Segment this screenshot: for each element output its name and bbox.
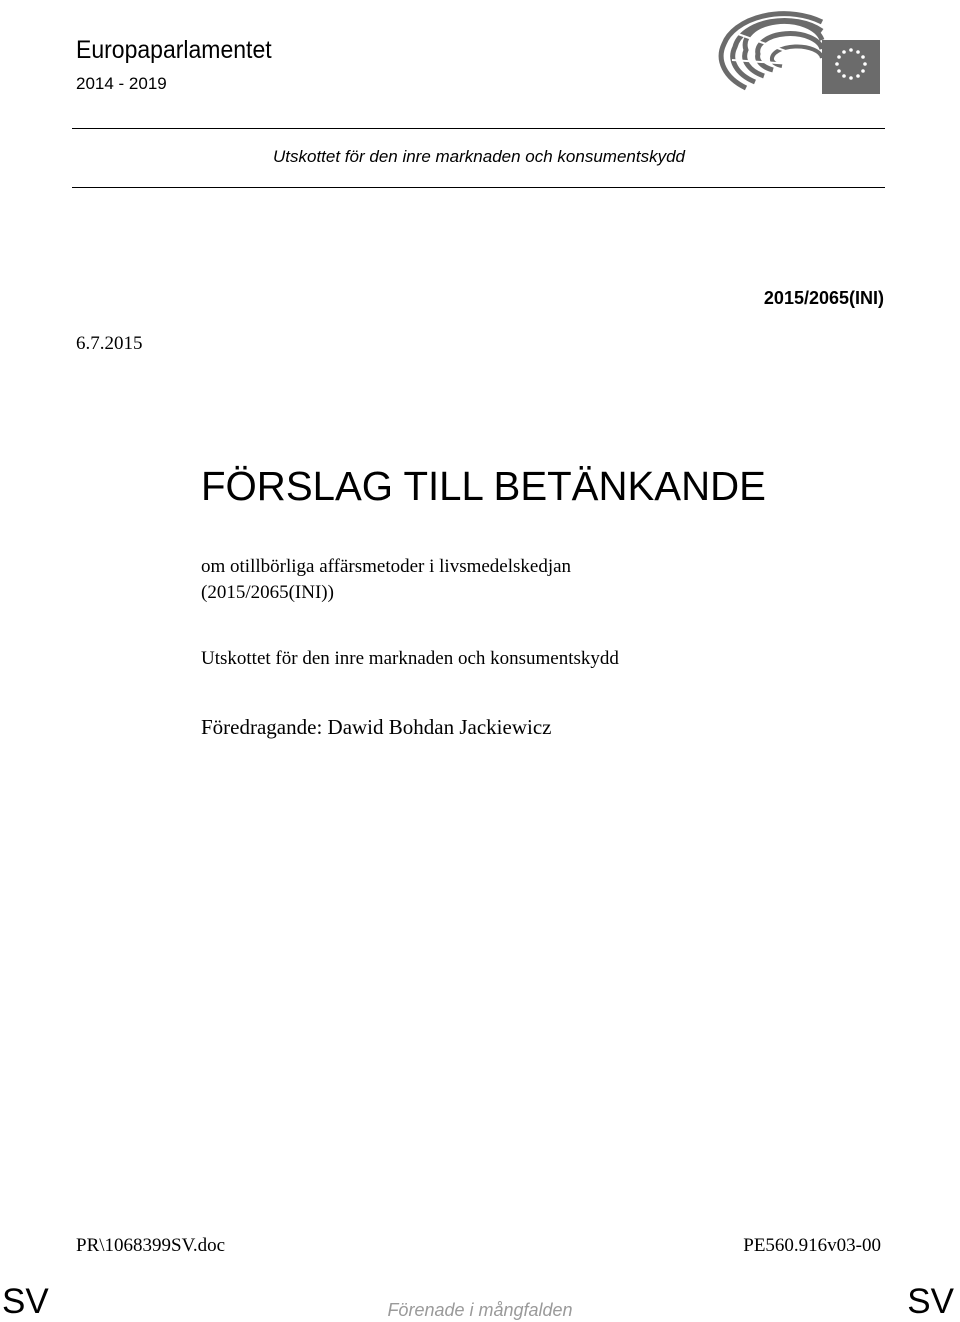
pe-number: PE560.916v03-00 [743, 1235, 881, 1256]
responsible-committee: Utskottet för den inre marknaden och konsumentskydd [201, 648, 619, 669]
header-rule-bottom [72, 187, 885, 188]
institution-name: Europaparlamentet [76, 36, 272, 64]
eu-motto: Förenade i mångfalden [387, 1300, 573, 1320]
committee-header [0, 145, 960, 169]
header-rule-top [72, 128, 885, 129]
procedure-reference: 2015/2065(INI) [763, 288, 884, 308]
european-parliament-logo [718, 4, 884, 96]
language-code-left: SV [2, 1282, 49, 1321]
language-code-right: SV [907, 1282, 954, 1321]
document-subject: om otillbörliga affärsmetoder i livsmedelskedjan [201, 556, 572, 577]
committee-header-text: Utskottet för den inre marknaden och konsumentskydd [273, 147, 685, 166]
parliamentary-term: 2014 - 2019 [76, 74, 167, 93]
rapporteur: Föredragande: Dawid Bohdan Jackiewicz [201, 715, 552, 739]
file-reference: PR\1068399SV.doc [76, 1235, 226, 1256]
document-title: FÖRSLAG TILL BETÄNKANDE [201, 463, 766, 509]
subject-reference: (2015/2065(INI)) [201, 582, 334, 603]
document-date: 6.7.2015 [76, 333, 143, 354]
